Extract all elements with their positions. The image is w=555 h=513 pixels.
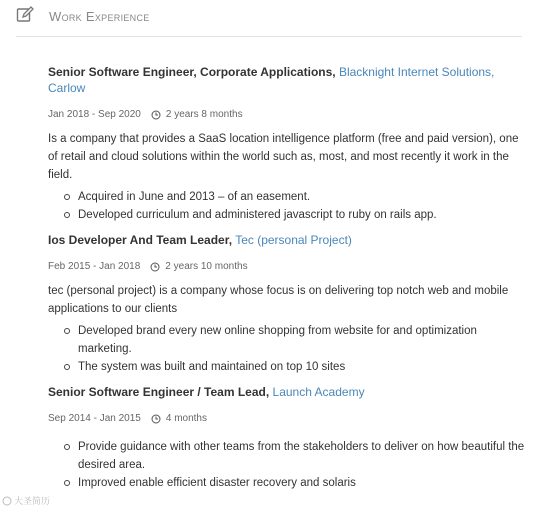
clock-icon — [151, 414, 161, 424]
entry-meta — [48, 108, 528, 122]
entry-dates: Sep 2014 - Jan 2015 — [48, 413, 141, 424]
entry-bullets — [48, 188, 528, 224]
entry-company-link[interactable]: Blacknight Internet Solutions, Carlow — [48, 65, 495, 95]
entry-role: Senior Software Engineer, Corporate Applications, — [48, 65, 336, 79]
edit-icon — [16, 6, 34, 24]
experience-list — [48, 64, 528, 500]
entry-duration: 4 months — [165, 413, 207, 424]
entry-role: Ios Developer And Team Leader, — [48, 233, 233, 247]
entry-meta — [48, 412, 528, 426]
experience-entry — [48, 232, 528, 376]
bullet-item: Developed curriculum and administered javascript to ruby on rails app. — [78, 206, 528, 224]
entry-role: Senior Software Engineer / Team Lead, — [48, 385, 270, 399]
section-title: Work Experience — [49, 9, 150, 24]
entry-title — [48, 232, 528, 248]
clock-icon — [150, 262, 160, 272]
entry-description: Is a company that provides a SaaS location intelligence platform (free and paid version), one of retail and cloud solutions within the world such as, most, and most recently it work in the field. — [48, 133, 519, 181]
section-header — [16, 6, 522, 37]
watermark-text: 大圣简历 — [14, 496, 51, 506]
entry-title — [48, 384, 528, 400]
entry-duration: 2 years 8 months — [165, 109, 243, 120]
entry-duration: 2 years 10 months — [165, 261, 248, 272]
entry-title — [48, 64, 528, 96]
entry-dates: Feb 2015 - Jan 2018 — [48, 261, 141, 272]
entry-bullets — [48, 322, 528, 376]
bullet-item: Developed brand every new online shopping from website for and optimization marketing. — [78, 322, 528, 358]
clock-icon — [151, 110, 161, 120]
entry-meta — [48, 260, 528, 274]
bullet-item: Improved enable efficient disaster recovery and solaris — [78, 474, 528, 492]
bullet-item: Acquired in June and 2013 – of an easement. — [78, 188, 528, 206]
entry-description: tec (personal project) is a company whose focus is on delivering top notch web and mobile applications to our clients — [48, 285, 509, 315]
experience-entry — [48, 384, 528, 492]
entry-dates: Jan 2018 - Sep 2020 — [48, 109, 141, 120]
bullet-item: Provide guidance with other teams from the stakeholders to deliver on how beautiful the desired area. — [78, 438, 528, 474]
entry-bullets — [48, 438, 528, 492]
entry-company-link[interactable]: Launch Academy — [272, 385, 365, 399]
watermark-logo-icon — [2, 496, 12, 506]
experience-entry — [48, 64, 528, 224]
entry-company-link[interactable]: Tec (personal Project) — [235, 233, 352, 247]
watermark — [2, 494, 50, 507]
bullet-item: The system was built and maintained on top 10 sites — [78, 358, 528, 376]
